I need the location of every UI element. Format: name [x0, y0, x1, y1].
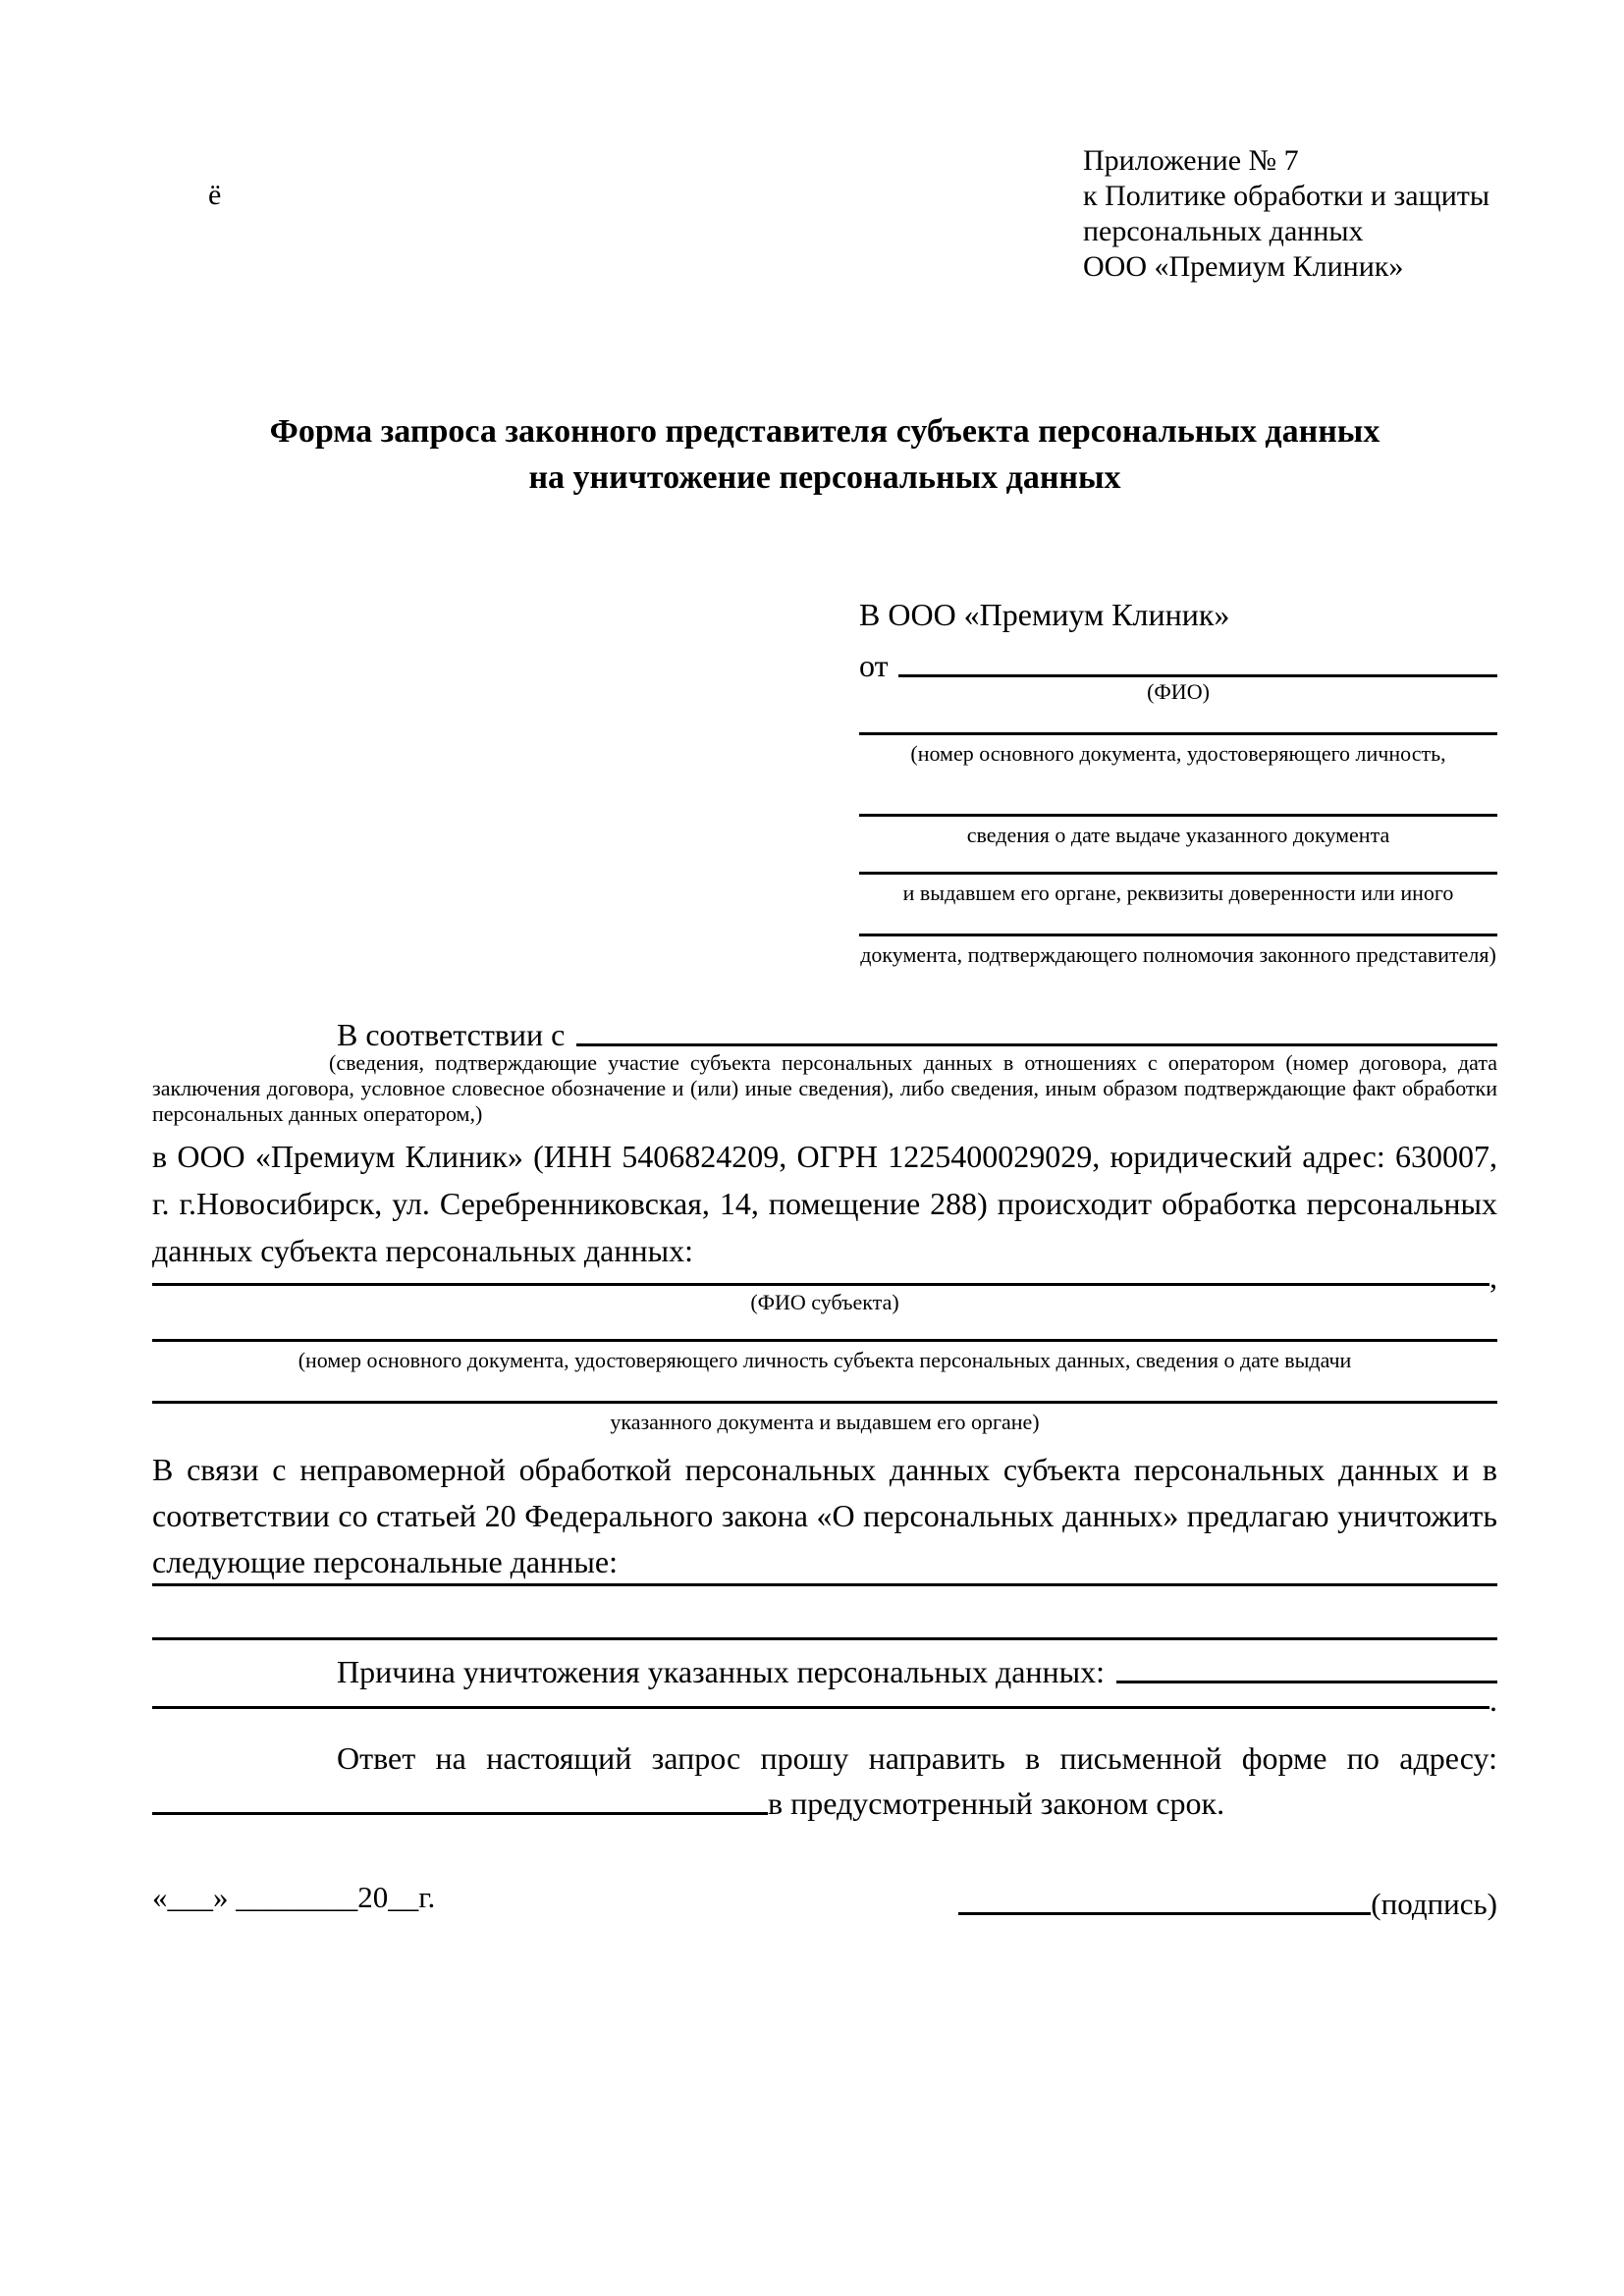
accordance-lead: В соответствии с: [337, 1017, 566, 1052]
trailing-period: .: [1489, 1682, 1497, 1718]
date-signature-row: [152, 1876, 1497, 1921]
accordance-blank-line: [576, 1043, 1497, 1046]
appendix-line-2: к Политике обработки и защиты: [1083, 180, 1490, 212]
stray-yo-char: ё: [208, 179, 222, 211]
answer-tail-text: в предусмотренный законом срок.: [768, 1786, 1225, 1821]
representative-caption-2: сведения о дате выдаче указанного документа: [966, 823, 1390, 847]
document-content: [152, 0, 1497, 1921]
form-title: [152, 408, 1497, 501]
answer-address-row: [152, 1782, 1497, 1821]
subject-doc-caption-1: (номер основного документа, удостоверяющего личность субъекта персональных данных, сведения о дате выдачи: [298, 1348, 1352, 1372]
subject-fio-blank-line: [152, 1283, 1489, 1286]
addressee-block: [859, 595, 1497, 968]
representative-caption-1: (номер основного документа, удостоверяющего личность,: [910, 741, 1446, 766]
from-row: [859, 636, 1497, 683]
signature-group: [958, 1880, 1497, 1921]
subject-fio-row: [152, 1259, 1497, 1295]
subject-doc-caption-2: указанного документа и выдавшем его органе): [610, 1410, 1040, 1434]
signature-caption: (подпись): [1371, 1887, 1497, 1921]
reason-lead: Причина уничтожения указанных персональных данных:: [337, 1654, 1106, 1689]
form-title-line-2: на уничтожение персональных данных: [528, 459, 1121, 496]
accordance-caption: (сведения, подтверждающие участие субъекта персональных данных в отношениях с оператором (номер договора, дата заключения договора, условное словесное обозначение и (или) иные сведения), либо сведения, иным образом подтверждающие факт обработки персональных данных оператором,): [152, 1050, 1497, 1126]
answer-request-line: Ответ на настоящий запрос прошу направить в письменной форме по адресу:: [337, 1740, 1497, 1776]
representative-blank-line-4: [859, 934, 1497, 936]
appendix-line-1: Приложение № 7: [1083, 144, 1299, 177]
form-title-line-1: Форма запроса законного представителя субъекта персональных данных: [269, 413, 1380, 450]
reason-continuation-line: [152, 1706, 1489, 1709]
representative-caption-3: и выдавшем его органе, реквизиты доверенности или иного: [902, 881, 1454, 905]
operator-paragraph: в ООО «Премиум Клиник» (ИНН 5406824209, ОГРН 1225400029029, юридический адрес: 630007, г. г.Новосибирск, ул. Серебренниковская, 14, помещение 288) происходит обработка персональных данных субъекта персональных данных:: [152, 1139, 1497, 1268]
reason-blank-line: [1116, 1681, 1497, 1683]
representative-blank-line-3: [859, 872, 1497, 875]
appendix-header: [1083, 143, 1497, 285]
representative-caption-4: документа, подтверждающего полномочия законного представителя): [860, 942, 1496, 967]
signature-blank-line: [958, 1912, 1371, 1915]
trailing-comma: ,: [1489, 1259, 1497, 1295]
subject-doc-blank-line-1: [152, 1339, 1497, 1342]
from-label: от: [859, 648, 889, 683]
appendix-line-3: персональных данных: [1083, 215, 1364, 247]
subject-doc-blank-line-2: [152, 1401, 1497, 1404]
representative-blank-line-1: [859, 732, 1497, 735]
reason-row: [152, 1640, 1497, 1689]
date-template: «___» ________20__г.: [152, 1880, 436, 1914]
accordance-row: [152, 1005, 1497, 1052]
representative-blank-line-2: [859, 814, 1497, 817]
fio-caption: (ФИО): [1147, 679, 1210, 704]
from-blank-line: [898, 674, 1497, 677]
answer-address-blank-line: [152, 1812, 768, 1815]
subject-fio-caption: (ФИО субъекта): [750, 1290, 899, 1314]
appendix-line-4: ООО «Премиум Клиник»: [1083, 250, 1404, 283]
addressee-org: В ООО «Премиум Клиник»: [859, 597, 1230, 632]
destruction-paragraph: В связи с неправомерной обработкой персональных данных субъекта персональных данных и в соответствии со статьей 20 Федерального закона «О персональных данных» предлагаю уничтожить следующие персональные данные:: [152, 1452, 1497, 1579]
